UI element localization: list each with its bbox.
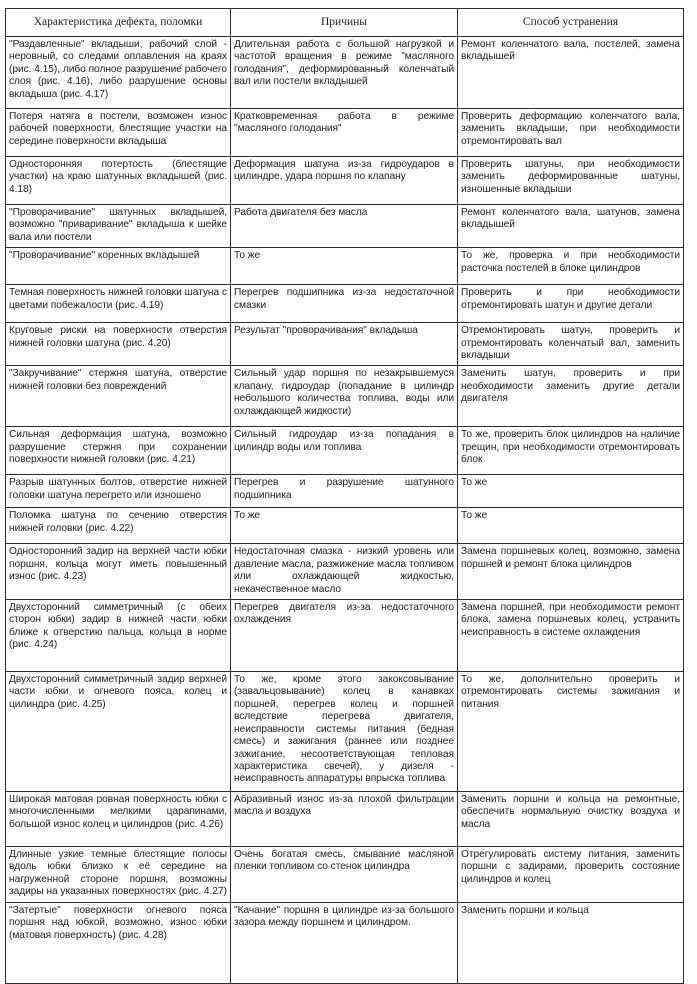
header-cause: Причины <box>231 9 458 37</box>
defects-table <box>5 8 684 984</box>
table-row <box>6 902 684 983</box>
table-row <box>6 475 684 508</box>
defect-cell: "Закручивание" стержня шатуна, отверстие нижней головки без повреждений <box>6 366 231 427</box>
table-row <box>6 109 684 157</box>
table-header-row <box>6 9 684 37</box>
remedy-cell: Проверить деформацию коленчатого вала, заменить вкладыши, при необходимости отремонтировать вал <box>458 109 684 157</box>
cause-cell: Длительная работа с большой нагрузкой и частотой вращения в режиме "масляного голодания", деформированный коленчатый вал или постели вкладышей <box>231 37 458 109</box>
remedy-cell: Отремонтировать шатун, проверить и отремонтировать коленчатый вал, заменить вкладыши <box>458 323 684 366</box>
remedy-cell: Замена поршневых колец, возможно, замена поршней и ремонт блока цилиндров <box>458 544 684 600</box>
table-row <box>6 847 684 903</box>
defect-cell: "Раздавленные" вкладыши, рабочий слой - неровный, со следами оплавления на краях (рис. 4.15), либо полное разрушение рабочего слоя (рис. 4.16), либо разрушение основы вкладыша (рис. 4.17) <box>6 37 231 109</box>
remedy-cell: То же <box>458 475 684 508</box>
cause-cell: Перегрев и разрушение шатунного подшипника <box>231 475 458 508</box>
defect-cell: Разрыв шатунных болтов, отверстие нижней головки шатуна перегрето или изношено <box>6 475 231 508</box>
defect-cell: "Проворачивание" шатунных вкладышей, возможно "приваривание" вкладыша к шейке вала или постели <box>6 205 231 248</box>
remedy-cell: То же, проверка и при необходимости расточка постелей в блоке цилиндров <box>458 248 684 285</box>
remedy-cell: Проверить и при необходимости отремонтировать шатун и другие детали <box>458 285 684 323</box>
defect-cell: "Затертые" поверхности огневого пояса поршня над юбкой, возможно, износ юбки (матовая поверхность) (рис. 4.28) <box>6 902 231 983</box>
header-remedy: Способ устранения <box>458 9 684 37</box>
table-row <box>6 508 684 544</box>
document-page <box>5 8 683 984</box>
remedy-cell: То же <box>458 508 684 544</box>
cause-cell: Сильный удар поршня по незакрывшемуся клапану, гидроудар (попадание в цилиндр небольшого количества топлива, воды или охлаждающей жидкости) <box>231 366 458 427</box>
remedy-cell: Заменить шатун, проверить и при необходимости заменить другие детали двигателя <box>458 366 684 427</box>
defect-cell: Односторонняя потертость (блестящие участки) на краю шатунных вкладышей (рис. 4.18) <box>6 157 231 205</box>
remedy-cell: Ремонт коленчатого вала, шатунов, замена вкладышей <box>458 205 684 248</box>
remedy-cell: Проверить шатуны, при необходимости заменить деформированные шатуны, изношенные вкладыши <box>458 157 684 205</box>
defect-cell: Поломка шатуна по сечению отверстия нижней головки (рис. 4.22) <box>6 508 231 544</box>
header-defect: Характеристика дефекта, поломки <box>6 9 231 37</box>
table-row <box>6 544 684 600</box>
cause-cell: Перегрев подшипника из-за недостаточной смазки <box>231 285 458 323</box>
cause-cell: То же <box>231 508 458 544</box>
defect-cell: "Проворачивание" коренных вкладышей <box>6 248 231 285</box>
table-row <box>6 323 684 366</box>
cause-cell: Недостаточная смазка - низкий уровень или давление масла, разжижение масла топливом или охлаждающей жидкостью, некачественное масло <box>231 544 458 600</box>
cause-cell: То же, кроме этого закоксовывание (завальцовывание) колец в канавках поршней, перегрев колец и поршней вследствие перегрева двигателя, неисправности системы питания (бедная смесь) и зажигания (раннее или позднее зажигание, несоответствующая тепловая характеристика свечей), у дизеля - неисправность аппаратуры впрыска топлива <box>231 672 458 792</box>
defect-cell: Двухсторонний симметричный (с обеих сторон юбки) задир в нижней части юбки ближе к отверстию пальца, кольца в норме (рис. 4.24) <box>6 600 231 672</box>
cause-cell: Перегрев двигателя из-за недостаточного охлаждения <box>231 600 458 672</box>
cause-cell: То же <box>231 248 458 285</box>
table-row <box>6 672 684 792</box>
defect-cell: Темная поверхность нижней головки шатуна с цветами побежалости (рис. 4.19) <box>6 285 231 323</box>
cause-cell: Работа двигателя без масла <box>231 205 458 248</box>
remedy-cell: Заменить поршни и кольца <box>458 902 684 983</box>
remedy-cell: Замена поршней, при необходимости ремонт блока, замена поршневых колец, устранить неисправность в системе охлаждения <box>458 600 684 672</box>
table-row <box>6 205 684 248</box>
table-row <box>6 37 684 109</box>
table-row <box>6 248 684 285</box>
table-row <box>6 600 684 672</box>
cause-cell: Деформация шатуна из-за гидроударов в цилиндре, удара поршня по клапану <box>231 157 458 205</box>
remedy-cell: Отрегулировать систему питания, заменить поршни с задирами, проверить состояние цилиндров и колец <box>458 847 684 903</box>
table-row <box>6 157 684 205</box>
table-row <box>6 366 684 427</box>
table-row <box>6 285 684 323</box>
table-row <box>6 427 684 475</box>
cause-cell: Абразивный износ из-за плохой фильтрации масла и воздуха <box>231 792 458 847</box>
cause-cell: "Качание" поршня в цилиндре из-за большого зазора между поршнем и цилиндром. <box>231 902 458 983</box>
cause-cell: Результат "проворачивания" вкладыша <box>231 323 458 366</box>
defect-cell: Длинные узкие темные блестящие полосы вдоль юбки близко к её середине на нагруженной стороне поршня, возможны задиры на указанных поверхностях (рис. 4.27) <box>6 847 231 903</box>
defect-cell: Круговые риски на поверхности отверстия нижней головки шатуна (рис. 4.20) <box>6 323 231 366</box>
cause-cell: Очень богатая смесь, смывание масляной пленки топливом со стенок цилиндра <box>231 847 458 903</box>
remedy-cell: Ремонт коленчатого вала, постелей, замена вкладышей <box>458 37 684 109</box>
defect-cell: Сильная деформация шатуна, возможно разрушение стержня при сохранении поверхности нижней головки (рис. 4.21) <box>6 427 231 475</box>
remedy-cell: То же, проверить блок цилиндров на наличие трещин, при необходимости отремонтировать блок <box>458 427 684 475</box>
cause-cell: Сильный гидроудар из-за попадания в цилиндр воды или топлива <box>231 427 458 475</box>
defect-cell: Потеря натяга в постели, возможен износ рабочей поверхности, блестящие участки на середине поверхности вкладыша <box>6 109 231 157</box>
remedy-cell: То же, дополнительно проверить и отремонтировать системы зажигания и питания <box>458 672 684 792</box>
cause-cell: Кратковременная работа в режиме "масляного голодания" <box>231 109 458 157</box>
defect-cell: Односторонний задир на верхней части юбки поршня, кольца могут иметь повышенный износ (рис. 4.23) <box>6 544 231 600</box>
remedy-cell: Заменить поршни и кольца на ремонтные, обеспечить нормальную очистку воздуха и масла <box>458 792 684 847</box>
table-row <box>6 792 684 847</box>
defect-cell: Двухсторонний симметричный задир верхней части юбки и огневого пояса, колец и цилиндра (рис. 4.25) <box>6 672 231 792</box>
defect-cell: Широкая матовая ровная поверхность юбки с многочисленными мелкими царапинами, большой износ колец и цилиндров (рис. 4.26) <box>6 792 231 847</box>
